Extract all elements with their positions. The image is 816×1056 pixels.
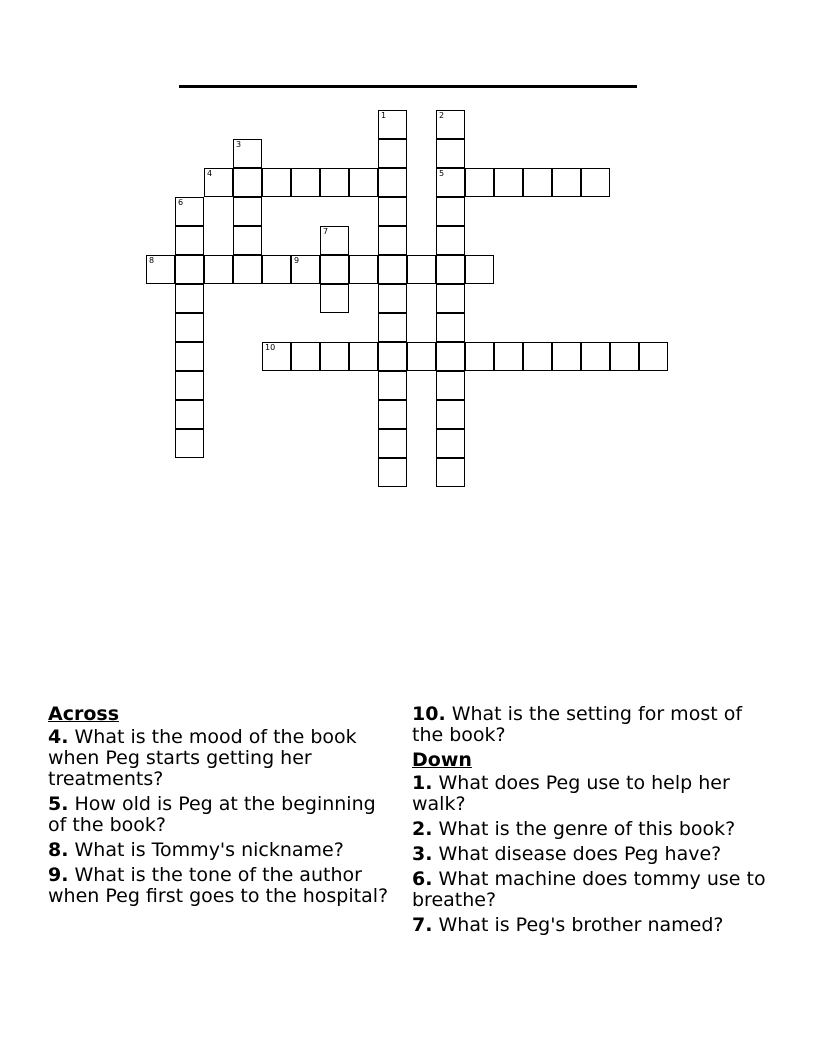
clues-right-column bbox=[412, 704, 772, 940]
crossword-cell[interactable] bbox=[320, 284, 349, 313]
crossword-cell[interactable] bbox=[436, 255, 465, 284]
clue-down: 7. What is Peg's brother named? bbox=[412, 914, 724, 936]
crossword-cell[interactable] bbox=[407, 255, 436, 284]
crossword-cell[interactable] bbox=[262, 255, 291, 284]
crossword-cell[interactable] bbox=[436, 168, 465, 197]
crossword-cell[interactable] bbox=[378, 313, 407, 342]
crossword-cell[interactable] bbox=[581, 342, 610, 371]
crossword-cell[interactable] bbox=[204, 168, 233, 197]
crossword-cell[interactable] bbox=[175, 255, 204, 284]
crossword-cell[interactable] bbox=[465, 342, 494, 371]
crossword-cell[interactable] bbox=[436, 139, 465, 168]
clue-down: 1. What does Peg use to help her walk? bbox=[412, 772, 730, 815]
crossword-cell[interactable] bbox=[436, 284, 465, 313]
crossword-cell[interactable] bbox=[436, 197, 465, 226]
crossword-cell[interactable] bbox=[175, 429, 204, 458]
crossword-cell[interactable] bbox=[436, 458, 465, 487]
crossword-cell[interactable] bbox=[320, 226, 349, 255]
cell-number: 3 bbox=[236, 140, 242, 149]
crossword-cell[interactable] bbox=[378, 342, 407, 371]
crossword-cell[interactable] bbox=[436, 371, 465, 400]
clues-left-column bbox=[48, 704, 400, 911]
crossword-cell[interactable] bbox=[175, 284, 204, 313]
crossword-cell[interactable] bbox=[378, 284, 407, 313]
crossword-cell[interactable] bbox=[552, 342, 581, 371]
crossword-cell[interactable] bbox=[233, 197, 262, 226]
clue-down: 2. What is the genre of this book? bbox=[412, 818, 736, 840]
crossword-cell[interactable] bbox=[494, 168, 523, 197]
across-heading: Across bbox=[48, 703, 120, 725]
crossword-cell[interactable] bbox=[262, 342, 291, 371]
crossword-cell[interactable] bbox=[436, 313, 465, 342]
crossword-cell[interactable] bbox=[378, 371, 407, 400]
clue-across: 10. What is the setting for most of the book? bbox=[412, 703, 743, 746]
crossword-cell[interactable] bbox=[175, 313, 204, 342]
crossword-grid bbox=[0, 0, 816, 520]
cell-number: 7 bbox=[323, 227, 329, 236]
crossword-cell[interactable] bbox=[436, 226, 465, 255]
crossword-cell[interactable] bbox=[581, 168, 610, 197]
crossword-cell[interactable] bbox=[378, 139, 407, 168]
crossword-cell[interactable] bbox=[523, 168, 552, 197]
crossword-cell[interactable] bbox=[378, 168, 407, 197]
crossword-cell[interactable] bbox=[204, 255, 233, 284]
cell-number: 5 bbox=[439, 169, 445, 178]
cell-number: 9 bbox=[294, 256, 300, 265]
crossword-cell[interactable] bbox=[436, 400, 465, 429]
crossword-cell[interactable] bbox=[291, 168, 320, 197]
crossword-cell[interactable] bbox=[233, 168, 262, 197]
crossword-cell[interactable] bbox=[610, 342, 639, 371]
crossword-cell[interactable] bbox=[320, 255, 349, 284]
down-heading: Down bbox=[412, 749, 472, 771]
crossword-cell[interactable] bbox=[378, 458, 407, 487]
crossword-cell[interactable] bbox=[349, 168, 378, 197]
cell-number: 4 bbox=[207, 169, 213, 178]
crossword-cell[interactable] bbox=[349, 342, 378, 371]
crossword-cell[interactable] bbox=[291, 255, 320, 284]
crossword-cell[interactable] bbox=[175, 197, 204, 226]
crossword-cell[interactable] bbox=[523, 342, 552, 371]
crossword-cell[interactable] bbox=[552, 168, 581, 197]
clue-across: 4. What is the mood of the book when Peg starts getting her treatments? bbox=[48, 726, 357, 790]
crossword-cell[interactable] bbox=[407, 342, 436, 371]
crossword-cell[interactable] bbox=[349, 255, 378, 284]
crossword-cell[interactable] bbox=[465, 168, 494, 197]
crossword-cell[interactable] bbox=[639, 342, 668, 371]
crossword-cell[interactable] bbox=[378, 255, 407, 284]
crossword-cell[interactable] bbox=[378, 110, 407, 139]
crossword-cell[interactable] bbox=[233, 226, 262, 255]
crossword-cell[interactable] bbox=[436, 429, 465, 458]
crossword-cell[interactable] bbox=[233, 139, 262, 168]
crossword-cell[interactable] bbox=[262, 168, 291, 197]
clue-across: 9. What is the tone of the author when Peg first goes to the hospital? bbox=[48, 864, 389, 907]
crossword-cell[interactable] bbox=[378, 429, 407, 458]
cell-number: 10 bbox=[265, 343, 276, 352]
crossword-cell[interactable] bbox=[378, 197, 407, 226]
crossword-cell[interactable] bbox=[320, 342, 349, 371]
crossword-cell[interactable] bbox=[436, 110, 465, 139]
crossword-cell[interactable] bbox=[378, 226, 407, 255]
crossword-cell[interactable] bbox=[175, 226, 204, 255]
clue-across: 5. How old is Peg at the beginning of the book? bbox=[48, 793, 376, 836]
crossword-cell[interactable] bbox=[175, 342, 204, 371]
clue-across: 8. What is Tommy's nickname? bbox=[48, 839, 344, 861]
crossword-cell[interactable] bbox=[291, 342, 320, 371]
crossword-cell[interactable] bbox=[436, 342, 465, 371]
cell-number: 6 bbox=[178, 198, 184, 207]
crossword-cell[interactable] bbox=[175, 400, 204, 429]
cell-number: 1 bbox=[381, 111, 387, 120]
crossword-cell[interactable] bbox=[465, 255, 494, 284]
crossword-cell[interactable] bbox=[320, 168, 349, 197]
crossword-cell[interactable] bbox=[378, 400, 407, 429]
crossword-cell[interactable] bbox=[494, 342, 523, 371]
crossword-cell[interactable] bbox=[146, 255, 175, 284]
cell-number: 2 bbox=[439, 111, 445, 120]
clue-down: 3. What disease does Peg have? bbox=[412, 843, 722, 865]
crossword-cell[interactable] bbox=[233, 255, 262, 284]
cell-number: 8 bbox=[149, 256, 155, 265]
crossword-cell[interactable] bbox=[175, 371, 204, 400]
clue-down: 6. What machine does tommy use to breathe? bbox=[412, 868, 766, 911]
